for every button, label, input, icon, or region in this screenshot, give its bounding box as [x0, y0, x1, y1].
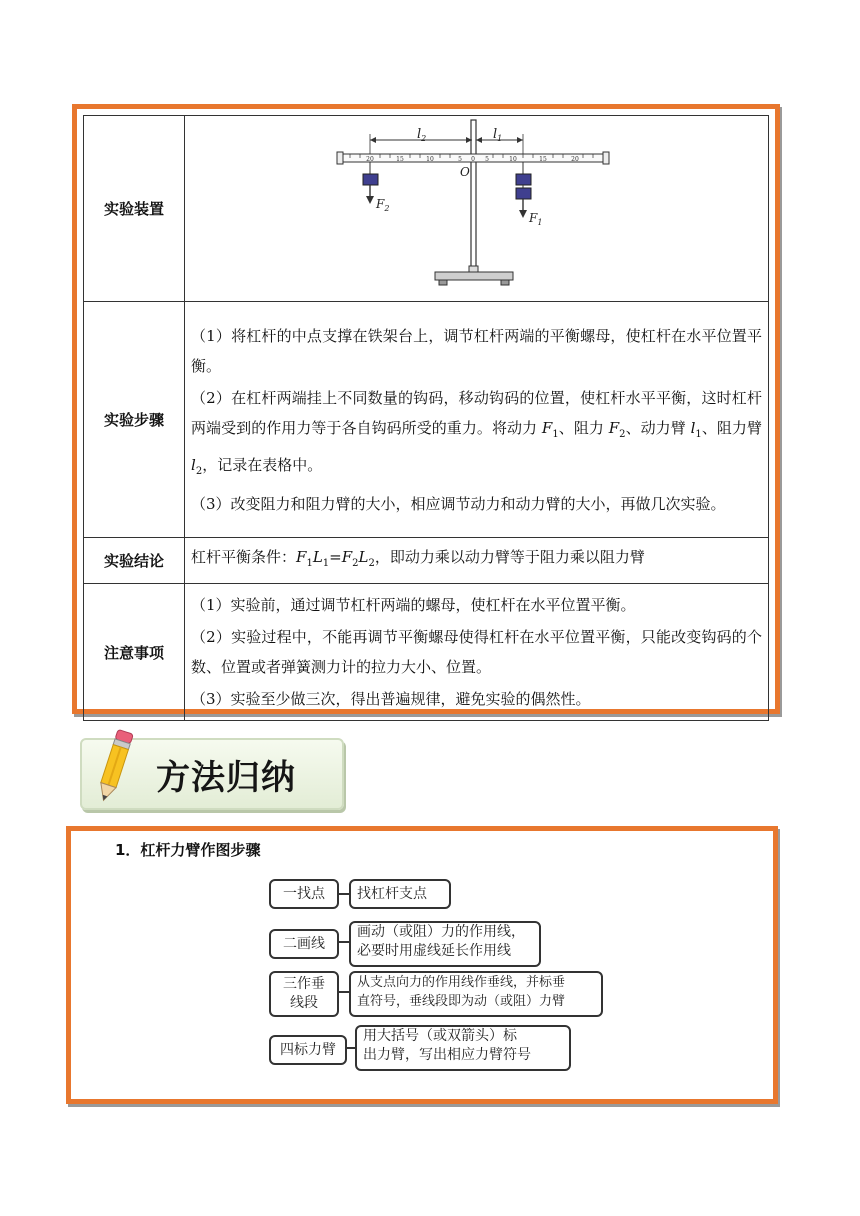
flow-step-3-right: 从支点向力的作用线作垂线，并标垂 直符号，垂线段即为动（或阻）力臂: [349, 971, 603, 1017]
stand-joint: [469, 266, 478, 272]
method-title: 方法归纳: [156, 758, 296, 798]
note-2: （2）实验过程中，不能再调节平衡螺母使得杠杆在水平位置平衡，只能改变钩码的个数、位置或者弹簧测力计的拉力大小、位置。: [191, 628, 762, 676]
tick-label: 5: [485, 155, 489, 163]
flow-step-3-left: 三作垂 线段: [269, 971, 339, 1017]
arrow-head: [517, 137, 523, 143]
arrow-head: [476, 137, 482, 143]
flow-step-4-left: 四标力臂: [269, 1035, 347, 1065]
weight-right-2: [516, 188, 531, 199]
weight-left: [363, 174, 378, 185]
pencil-icon: [86, 728, 142, 808]
balance-nut-left: [337, 152, 343, 164]
step-2: （2）在杠杆两端挂上不同数量的钩码，移动钩码的位置，使杠杆水平平衡，这时杠杆两端受到的作用力等于各自钩码所受的重力。将动力 $F_1$、阻力 $F_2$、动力臂 $l_1$、阻力臂 $l_2$，记录在表格中。: [191, 388, 762, 477]
note-1: （1）实验前，通过调节杠杆两端的螺母，使杠杆在水平位置平衡。: [191, 596, 636, 614]
row-label-apparatus: 实验装置: [84, 116, 185, 302]
row-label-steps: 实验步骤: [84, 302, 185, 538]
weight-right-1: [516, 174, 531, 185]
step-3: （3）改变阻力和阻力臂的大小，相应调节动力和动力臂的大小，再做几次实验。: [191, 494, 726, 513]
balance-nut-right: [603, 152, 609, 164]
lever-arm-flowchart: [269, 877, 609, 1077]
tick-label: 0: [471, 155, 475, 163]
row-label-conclusion: 实验结论: [84, 538, 185, 584]
flow-step-2-left: 二画线: [269, 929, 339, 959]
method-header: [80, 728, 344, 812]
stand-foot-right: [501, 280, 509, 285]
tick-label: 15: [539, 155, 547, 163]
table-row: [84, 116, 769, 302]
experiment-table: [83, 115, 769, 721]
pivot-label: O: [460, 164, 470, 179]
f1-label: $F_1$: [529, 210, 543, 227]
l2-label: $l_2$: [417, 126, 427, 143]
arrow-head: [366, 196, 374, 204]
row-label-notes: 注意事项: [84, 584, 185, 721]
f2-label: $F_2$: [376, 196, 390, 213]
notes-cell: [185, 584, 769, 721]
flow-step-2-right: 画动（或阻）力的作用线， 必要时用虚线延长作用线: [349, 921, 541, 967]
tick-label: 10: [509, 155, 517, 163]
tick-label: 20: [571, 155, 579, 163]
stand-foot-left: [439, 280, 447, 285]
stand-base: [435, 272, 513, 280]
conclusion-cell: 杠杆平衡条件：$F_1L_1=F_2L_2$，即动力乘以动力臂等于阻力乘以阻力臂: [185, 538, 769, 584]
note-3: （3）实验至少做三次，得出普遍规律，避免实验的偶然性。: [191, 690, 591, 708]
step-1: （1）将杠杆的中点支撑在铁架台上，调节杠杆两端的平衡螺母，使杠杆在水平位置平衡。: [191, 326, 762, 375]
steps-cell: [185, 302, 769, 538]
flow-step-1-right: 找杠杆支点: [349, 879, 451, 909]
tick-label: 20: [366, 155, 374, 163]
stand-pole: [471, 120, 476, 268]
tick-label: 5: [458, 155, 462, 163]
table-row: [84, 538, 769, 584]
method-box: [66, 826, 778, 1104]
tick-label: 15: [396, 155, 404, 163]
table-row: [84, 302, 769, 538]
arrow-head: [519, 210, 527, 218]
flow-step-1-left: 一找点: [269, 879, 339, 909]
l1-label: $l_1$: [493, 126, 503, 143]
lever-apparatus-diagram: [185, 118, 765, 300]
flow-step-4-right: 用大括号（或双箭头）标 出力臂，写出相应力臂符号: [355, 1025, 571, 1071]
experiment-table-box: [72, 104, 780, 714]
tick-label: 10: [426, 155, 434, 163]
method-subtitle: 1．杠杆力臂作图步骤: [115, 841, 261, 859]
apparatus-cell: [185, 116, 769, 302]
table-row: [84, 584, 769, 721]
arrow-head: [370, 137, 376, 143]
